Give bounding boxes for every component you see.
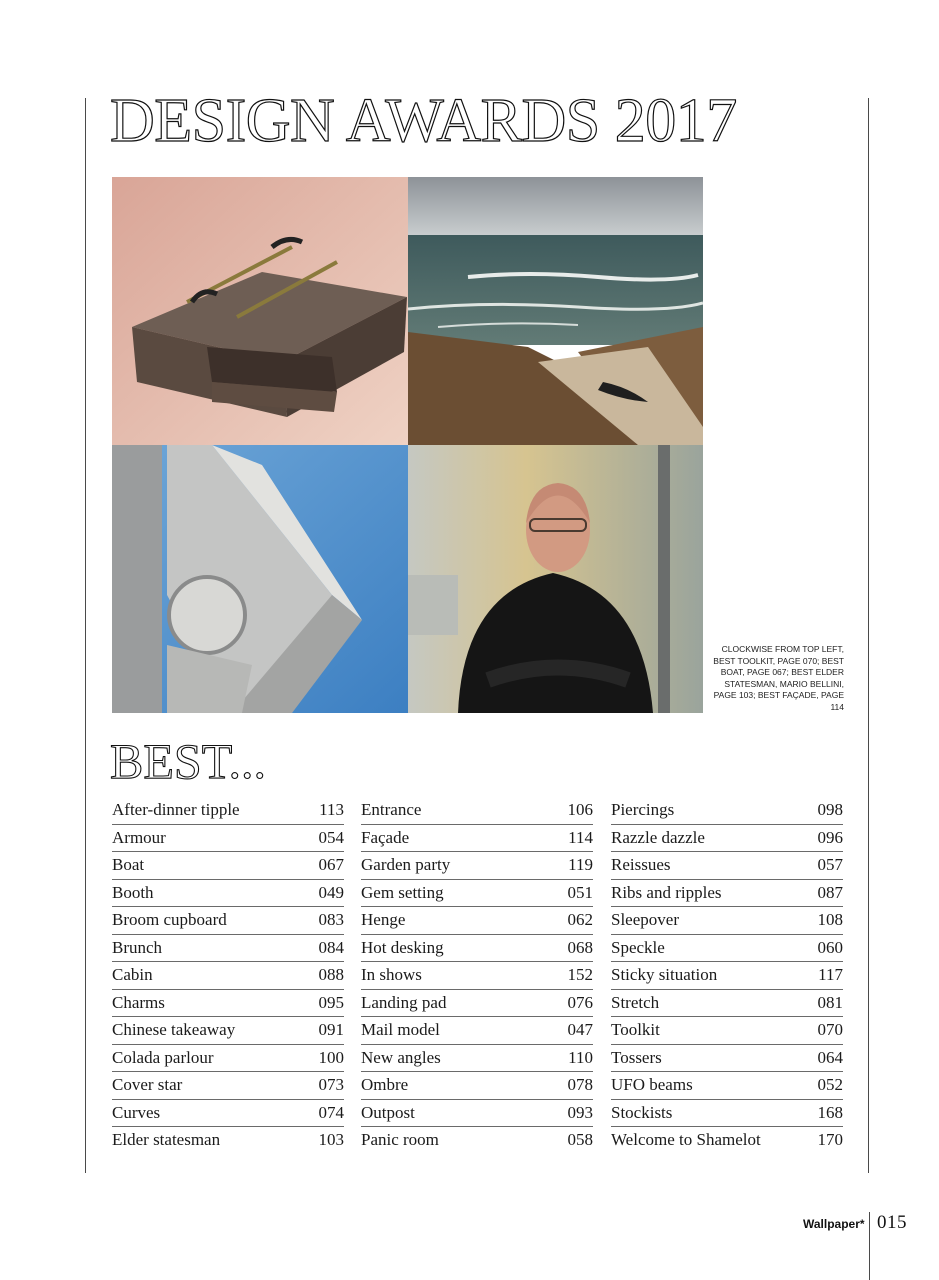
index-entry-label: Stockists <box>611 1102 673 1122</box>
index-entry <box>112 880 344 908</box>
index-entry <box>611 880 843 908</box>
index-entry-page: 057 <box>817 855 843 874</box>
index-entry-page: 062 <box>567 910 593 929</box>
index-entry-label: New angles <box>361 1047 441 1067</box>
index-entry <box>611 1100 843 1128</box>
index-entry <box>112 1072 344 1100</box>
index-entry <box>611 907 843 935</box>
index-entry-label: Razzle dazzle <box>611 827 705 847</box>
index-entry-label: Mail model <box>361 1020 440 1039</box>
footer-brand: Wallpaper* <box>803 1217 865 1231</box>
index-entry-page: 152 <box>567 965 593 984</box>
index-entry-page: 106 <box>567 800 593 819</box>
index-entry <box>361 852 593 880</box>
index-entry-label: Reissues <box>611 855 671 874</box>
index-entry-page: 074 <box>318 1102 344 1122</box>
index-column-1 <box>112 797 344 1155</box>
page-number: 015 <box>877 1212 907 1233</box>
index-entry-label: Cover star <box>112 1075 183 1094</box>
index-entry-page: 098 <box>817 800 843 819</box>
index-entry-page: 113 <box>319 800 344 819</box>
index-entry <box>361 1017 593 1045</box>
section-title: BEST... <box>110 733 267 789</box>
index-entry <box>611 1072 843 1100</box>
index-entry-label: Charms <box>112 992 165 1012</box>
left-rule <box>85 98 86 1173</box>
index-entry-page: 047 <box>567 1020 593 1039</box>
index-entry-page: 100 <box>318 1047 344 1067</box>
index-entry <box>112 1045 344 1073</box>
index-entry-page: 051 <box>567 882 593 902</box>
index-entry-label: Welcome to Shamelot <box>611 1130 761 1149</box>
index-entry <box>112 935 344 963</box>
index-entry-label: Brunch <box>112 937 163 957</box>
photo-best-toolkit <box>112 177 408 445</box>
index-entry-page: 103 <box>318 1130 344 1149</box>
index-entry-label: Speckle <box>611 937 665 957</box>
photo-grid <box>112 177 703 713</box>
index-entry-page: 078 <box>567 1075 593 1094</box>
index-entry <box>361 990 593 1018</box>
index-entry <box>361 935 593 963</box>
index-entry-page: 076 <box>567 992 593 1012</box>
index-entry <box>611 1127 843 1155</box>
index-entry <box>112 907 344 935</box>
index-entry-label: Façade <box>361 827 410 847</box>
index-entry-page: 058 <box>567 1130 593 1149</box>
index-entry-label: Gem setting <box>361 882 444 902</box>
index-entry-label: Henge <box>361 910 406 929</box>
index-entry-page: 052 <box>817 1075 843 1094</box>
index-entry-page: 168 <box>817 1102 843 1122</box>
right-rule <box>868 98 869 1173</box>
index-entry-page: 095 <box>318 992 344 1012</box>
index-entry-label: Colada parlour <box>112 1047 214 1067</box>
photo-best-facade <box>112 445 408 713</box>
photo-caption: CLOCKWISE FROM TOP LEFT, BEST TOOLKIT, PAGE 070; BEST BOAT, PAGE 067; BEST ELDER STATESMAN, MARIO BELLINI, PAGE 103; BEST FAÇADE, PAGE 114 <box>713 644 844 712</box>
index-entry <box>112 990 344 1018</box>
photo-best-boat <box>408 177 703 445</box>
index-entry-page: 119 <box>568 855 593 874</box>
index-entry-label: Stretch <box>611 992 660 1012</box>
index-entry-page: 093 <box>567 1102 593 1122</box>
index-entry-page: 110 <box>568 1047 593 1067</box>
index-entry <box>611 852 843 880</box>
index-entry-page: 064 <box>817 1047 843 1067</box>
index-entry <box>361 962 593 990</box>
index-entry-label: Chinese takeaway <box>112 1020 236 1039</box>
index-entry-label: Sticky situation <box>611 965 718 984</box>
index-column-2 <box>361 797 593 1155</box>
index-entry-page: 096 <box>817 827 843 847</box>
index-entry <box>611 797 843 825</box>
index-entry-label: Panic room <box>361 1130 439 1149</box>
index-entry-page: 073 <box>318 1075 344 1094</box>
index-entry-label: Boat <box>112 855 145 874</box>
index-entry <box>611 990 843 1018</box>
index-entry-label: Ombre <box>361 1075 409 1094</box>
index-column-3 <box>611 797 843 1155</box>
index-entry <box>112 797 344 825</box>
index-entry-label: Tossers <box>611 1047 662 1067</box>
index-entry <box>361 1100 593 1128</box>
index-entry-page: 070 <box>817 1020 843 1039</box>
index-entry-page: 068 <box>567 937 593 957</box>
index-entry <box>112 825 344 853</box>
index-entry-label: Armour <box>112 827 166 847</box>
index-entry-page: 117 <box>818 965 843 984</box>
index-entry-label: Booth <box>112 882 154 902</box>
index-entry-page: 084 <box>318 937 344 957</box>
index-entry-label: Landing pad <box>361 992 447 1012</box>
index-entry <box>611 1017 843 1045</box>
index-entry-page: 091 <box>318 1020 344 1039</box>
index-entry <box>361 1127 593 1155</box>
index-entry-label: Ribs and ripples <box>611 882 722 902</box>
index-entry <box>112 962 344 990</box>
index-entry <box>361 1045 593 1073</box>
index-entry <box>361 1072 593 1100</box>
index-entry <box>112 1127 344 1155</box>
index-entry-label: Toolkit <box>611 1020 660 1039</box>
index-entry <box>112 1017 344 1045</box>
index-entry-page: 054 <box>318 827 344 847</box>
index-entry-label: Broom cupboard <box>112 910 227 929</box>
photo-best-elder-statesman <box>408 445 703 713</box>
index-entry-label: In shows <box>361 965 422 984</box>
index-entry <box>361 825 593 853</box>
index-entry-label: After-dinner tipple <box>112 800 240 819</box>
index-entry-page: 067 <box>318 855 344 874</box>
index-entry <box>361 907 593 935</box>
index-entry <box>112 1100 344 1128</box>
index-entry-page: 088 <box>318 965 344 984</box>
index-entry-page: 108 <box>817 910 843 929</box>
index-entry <box>611 962 843 990</box>
index-entry-page: 060 <box>817 937 843 957</box>
index-entry-label: Sleepover <box>611 910 679 929</box>
index-entry-label: Hot desking <box>361 937 444 957</box>
index-entry <box>112 852 344 880</box>
index-entry <box>611 935 843 963</box>
index-entry-page: 083 <box>318 910 344 929</box>
footer-rule <box>869 1212 870 1280</box>
index-entry-page: 114 <box>568 827 593 847</box>
index-entry-label: Entrance <box>361 800 422 819</box>
page-title: DESIGN AWARDS 2017 <box>110 87 737 155</box>
index-entry-label: Elder statesman <box>112 1130 221 1149</box>
index-entry-page: 087 <box>817 882 843 902</box>
index-entry-label: Piercings <box>611 800 675 819</box>
index-entry <box>611 1045 843 1073</box>
index-entry-page: 170 <box>817 1130 843 1149</box>
index-entry-label: Cabin <box>112 965 153 984</box>
index-entry-label: UFO beams <box>611 1075 693 1094</box>
index-entry <box>361 880 593 908</box>
index-entry-page: 081 <box>817 992 843 1012</box>
index-entry-label: Curves <box>112 1102 161 1122</box>
index-entry-page: 049 <box>318 882 344 902</box>
index-entry <box>361 797 593 825</box>
index-entry-label: Outpost <box>361 1102 415 1122</box>
index-entry-label: Garden party <box>361 855 451 874</box>
index-entry <box>611 825 843 853</box>
